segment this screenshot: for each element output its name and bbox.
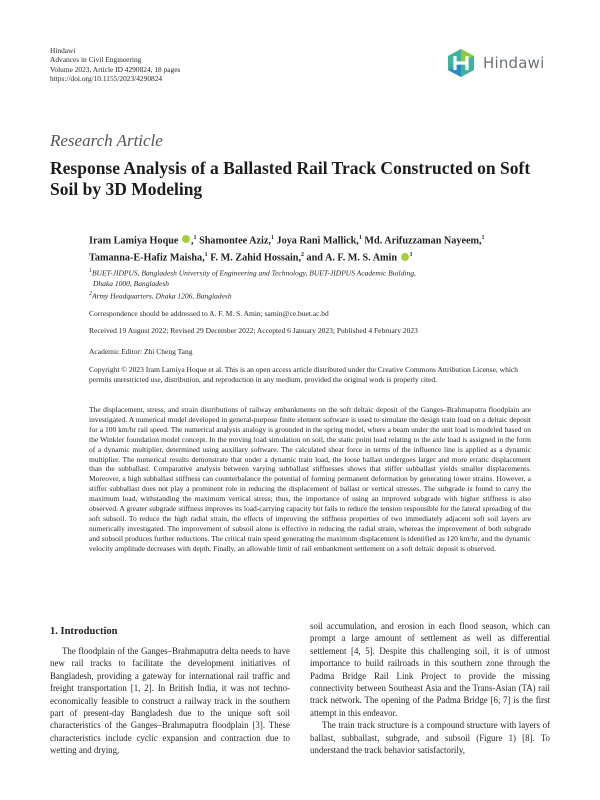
paper-title: Response Analysis of a Ballasted Rail Track Constructed on Soft Soil by 3D Modeling (50, 158, 531, 199)
paragraph: The floodplain of the Ganges–Brahmaputra delta needs to have new rail tracks to facilitate the development initiatives of Bangladesh, providing a gateway for international rail traffic and freight transportation [1, 2]. In British India, it was not techno-economically feasible to construct a railway track in the southern part of present-day Bangladesh due to the unique soft soil characteristics of the Ganges–Brahmaputra floodplain [3]. These characteristics include cyclic expansion and contraction due to wetting and drying, (50, 646, 290, 756)
author-name: and A. F. M. S. Amin (306, 252, 398, 264)
affiliation-1-line-2: Dhaka 1000, Bangladesh (93, 278, 170, 288)
paragraph: soil accumulation, and erosion in each flood season, which can prompt a large amount of settlement as well as differential settlement [4, 5]. Despite this challenging soil, it is of utmost importance to build railroads in this southern zone through the Padma Bridge Rail Link Project to provide the missing connectivity between Southeast Asia and the Trans-Asian (TA) rail track network. The opening of the Padma Bridge [6, 7] is the first attempt in this endeavor. (310, 621, 550, 718)
author-affiliation-mark: 1 (270, 235, 274, 241)
author-name: F. M. Zahid Hossain, (210, 252, 301, 264)
hindawi-logo[interactable] (445, 47, 545, 79)
academic-editor: Academic Editor: Zhi Cheng Tang (89, 347, 193, 356)
affiliation-2: Army Headquarters, Dhaka 1206, Bangladesh (92, 291, 232, 301)
author-name: Joya Rani Mallick, (276, 235, 359, 247)
author-affiliation-mark: 1 (204, 252, 208, 259)
journal-info (50, 46, 180, 84)
left-column (50, 645, 290, 757)
author-name: Shamontee Aziz, (199, 235, 271, 247)
affiliations (89, 266, 559, 302)
correspondence: Correspondence should be addressed to A. F. M. S. Amin; samin@ce.buet.ac.bd (89, 309, 329, 318)
author-name: Md. Arifuzzaman Nayeem, (364, 235, 482, 247)
paragraph: The train track structure is a compound structure with layers of ballast, subballast, subgrade, and subsoil (Figure 1) [8]. To understand the track behavior satisfactorily, (310, 720, 550, 756)
author-affiliation-mark: 2 (301, 252, 304, 259)
orcid-icon[interactable] (401, 253, 409, 261)
author-affiliation-mark: 1 (481, 235, 485, 241)
copyright-notice: Copyright © 2023 Iram Lamiya Hoque et al. This is an open access article distributed under the Creative Commons Attribution License, which permits unrestricted use, distribution, and reproduction in any medium, provided the original work is properly cited. (89, 365, 519, 384)
logo-text: Hindawi (483, 54, 545, 72)
author-name: Iram Lamiya Hoque (89, 235, 179, 247)
publication-dates: Received 19 August 2022; Revised 29 December 2022; Accepted 6 January 2023; Published 4 February 2023 (89, 326, 418, 335)
author-list: Iram Lamiya Hoque ,$^1$ Shamontee Aziz,$^1$ Joya Rani Mallick,$^1$ Md. Arifuzzaman Nayeem,$^1$ Tamanna-E-Hafiz Maisha,$^1$ F. M. Zahid Hossain,$^2$ and A. F. M. S. Amin $^1$ (89, 235, 485, 264)
journal-name: Advances in Civil Engineering (50, 55, 142, 65)
right-column (310, 620, 550, 756)
author-affiliation-mark: 1 (193, 235, 197, 241)
author-affiliation-mark: 1 (409, 252, 413, 259)
section-heading: 1. Introduction (50, 626, 118, 637)
author-name: Tamanna-E-Hafiz Maisha, (89, 252, 205, 264)
publisher-name: Hindawi (50, 46, 76, 55)
author-affiliation-mark: 1 (358, 235, 362, 241)
citation-info: Volume 2023, Article ID 4290824, 18 pages (50, 64, 181, 74)
article-type: Research Article (50, 131, 163, 150)
affiliation-mark: 2 (89, 290, 92, 297)
affiliation-1: BUET-JIDPUS, Bangladesh University of Engineering and Technology, BUET-JIDPUS Academic Building, (92, 268, 416, 278)
affiliation-mark: 1 (89, 268, 92, 274)
hindawi-logo-icon (445, 47, 477, 79)
abstract: The displacement, stress, and strain distributions of railway embankments on the soft deltaic deposit of the Ganges–Brahmaputra floodplain are investigated. A numerical model developed in general-purpose finite element software is used to simulate the design train load on a deltaic deposit for a 100 km/hr rail speed. The numerical analysis analogy is grounded in the spring model, where a beam under the unit load is modeled based on the Winkler foundation model concept. In the moving load simulation on soil, the static point load relating to the axle load is assigned in the form of a dynamic multiplier, determined using auxiliary software. The calculated shear force in terms of the influence line is applied as a dynamic multiplier. The numerical results demonstrate that under a dynamic train load, the loose ballast undergoes larger and more erratic displacement than the subballast. Comparative analysis between varying subballast stiffnesses shows that stiffer subballast yields smaller displacements. Moreover, a high subballast stiffness can counterbalance the potential of forming permanent deformation by generating lower strains. However, a stiffer subballast does not play a prominent role in reducing the displacement of ballast or vertical stresses. The subgrade is found to carry the maximum load, withstanding the maximum vertical stress; thus, the importance of using an improved subgrade with higher stiffness is also observed. A greater subgrade stiffness improves its load-carrying capacity but fails to reduce the tension responsible for the lateral spreading of the soft subsoil. To reduce the high radial strain, the effects of improving the stiffness properties of two immediately adjacent soft soil layers are numerically investigated. The improvement of subsoil alone is effective in reducing the radial strain, whereas the improvement of both subgrade and subsoil produces further reductions. The critical train speed generating the maximum displacement is identified as 120 km/hr, and the dynamic velocity amplitude decreases with depth. Finally, an allowable limit of rail embankment settlement on a soft deltaic deposit is observed. (89, 405, 531, 553)
doi-link[interactable]: https://doi.org/10.1155/2023/4290824 (50, 74, 163, 84)
orcid-icon[interactable] (182, 235, 190, 243)
